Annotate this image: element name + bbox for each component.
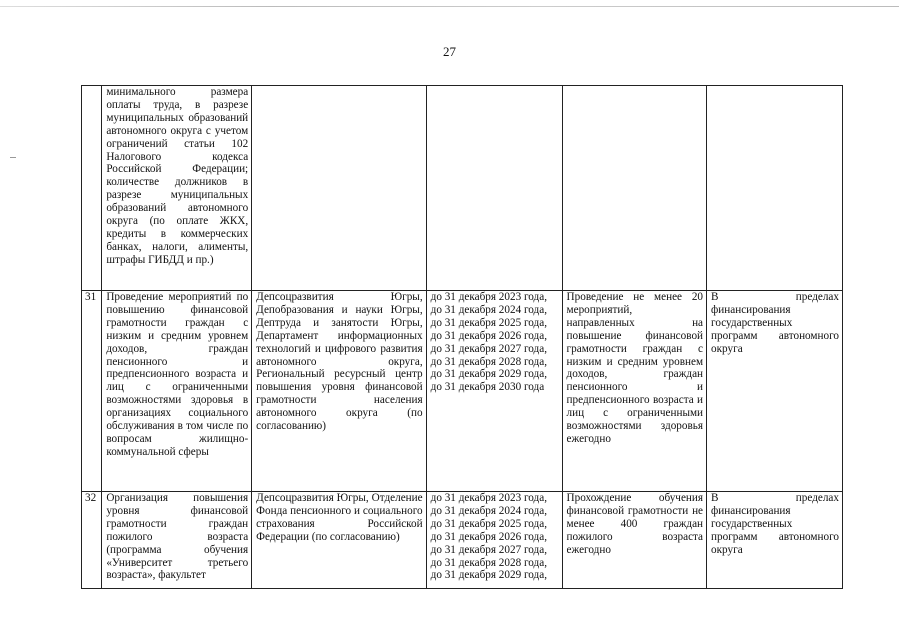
result-cell [562, 86, 706, 291]
executors-cell [252, 86, 426, 291]
row-number [82, 86, 102, 291]
deadline-item: до 31 декабря 2030 года [430, 381, 545, 394]
measure-cell: минимального размера оплаты труда, в разрезе муниципальных образований автономного округа с учетом ограничений статьи 102 Налогового кодекса Российской Федерации; количестве должников в разрезе муниципальных образований автономного округа (по оплате ЖКХ, кредиты в коммерческих банках, налоги, алименты, штрафы ГИБДД и пр.) [102, 86, 252, 291]
financing-cell: В пределах финансирования государственных программ автономного округа [707, 291, 843, 492]
deadline-item: до 31 декабря 2029 года, [430, 368, 548, 381]
deadline-item: до 31 декабря 2025 года, [430, 517, 548, 530]
plan-table [81, 85, 843, 589]
measure-cell: Организация повышения уровня финансовой грамотности граждан пожилого возраста (программа обучения «Университет третьего возраста», факультет [102, 492, 252, 589]
deadline-cell [426, 291, 562, 492]
page-number: 27 [443, 44, 456, 59]
deadline-item: до 31 декабря 2027 года, [430, 543, 548, 556]
executors-cell: Депсоцразвития Югры, Депобразования и науки Югры, Дептруда и занятости Югры, Департамент информационных технологий и цифрового развития автономного округа, Региональный ресурсный центр повышения уровня финансовой грамотности населения автономного округа (по согласованию) [252, 291, 426, 492]
result-cell: Прохождение обучения финансовой грамотности не менее 400 граждан пожилого возраста ежегодно [562, 492, 706, 589]
deadline-item: до 31 декабря 2028 года, [430, 355, 548, 368]
row-number: 32 [82, 492, 102, 589]
deadline-item: до 31 декабря 2029 года, [430, 569, 548, 582]
executors-cell: Депсоцразвития Югры, Отделение Фонда пенсионного и социального страхования Российской Федерации (по согласованию) [252, 492, 426, 589]
deadline-item: до 31 декабря 2026 года, [430, 530, 548, 543]
financing-cell [707, 86, 843, 291]
deadline-item: до 31 декабря 2027 года, [430, 342, 548, 355]
deadline-item: до 31 декабря 2024 года, [430, 303, 548, 316]
table-row [82, 86, 843, 291]
row-number: 31 [82, 291, 102, 492]
scan-edge-line [0, 6, 899, 7]
deadline-item: до 31 декабря 2023 года, [430, 492, 548, 504]
table-row [82, 492, 843, 589]
deadline-item: до 31 декабря 2024 года, [430, 504, 548, 517]
deadline-item: до 31 декабря 2023 года, [430, 291, 548, 303]
deadline-item: до 31 декабря 2026 года, [430, 329, 548, 342]
result-cell: Проведение не менее 20 мероприятий, направленных на повышение финансовой грамотности граждан с низким и средним уровнем доходов, граждан пенсионного и предпенсионного возраста и лиц с ограниченными возможностями здоровья ежегодно [562, 291, 706, 492]
measure-cell: Проведение мероприятий по повышению финансовой грамотности граждан с низким и средним уровнем доходов, граждан пенсионного и предпенсионного возраста и лиц с ограниченными возможностями здоровья в организациях социального обслуживания в том числе по вопросам жилищно-коммунальной сферы [102, 291, 252, 492]
deadline-item: до 31 декабря 2028 года, [430, 556, 548, 569]
deadline-cell [426, 86, 562, 291]
deadline-cell [426, 492, 562, 589]
scan-speck [10, 157, 16, 158]
deadline-item: до 31 декабря 2025 года, [430, 316, 548, 329]
financing-cell: В пределах финансирования государственных программ автономного округа [707, 492, 843, 589]
table-row [82, 291, 843, 492]
